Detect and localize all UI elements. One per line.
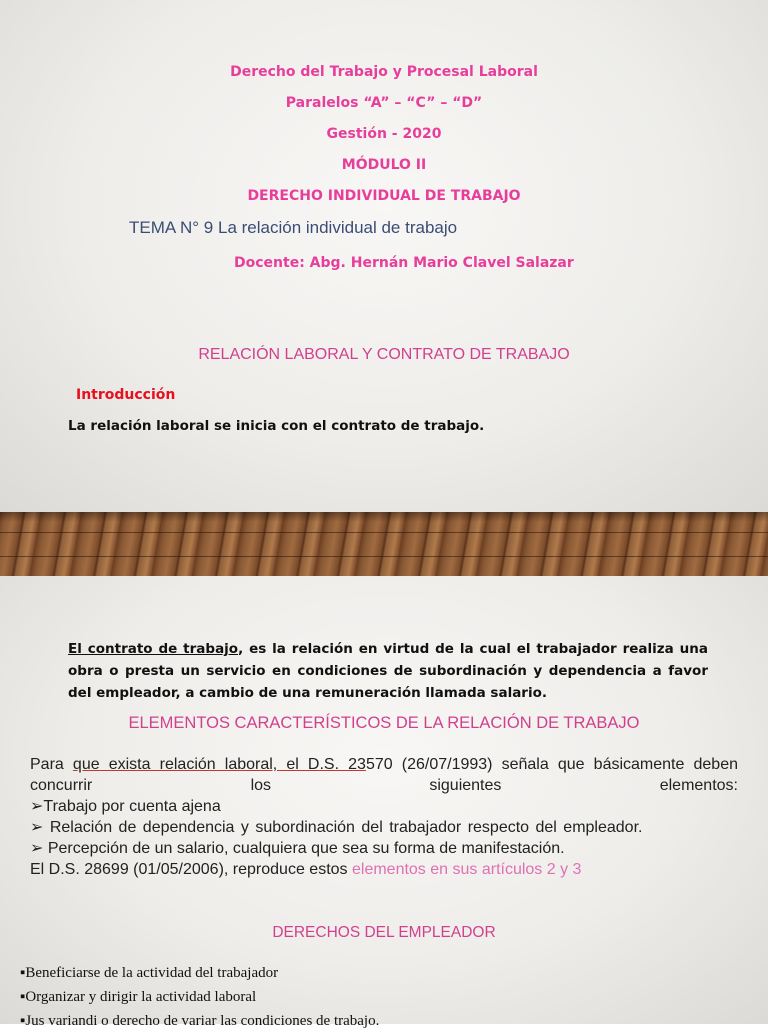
derechos-title: DERECHOS DEL EMPLEADOR: [272, 924, 496, 941]
bullet-1: ➢Trabajo por cuenta ajena: [30, 798, 221, 815]
slide-2: [0, 576, 768, 1029]
list-item: ▪Beneficiarse de la actividad del trabajador: [20, 965, 279, 981]
slide-1: [0, 0, 768, 512]
ds-pink: elementos en sus artículos 2 y 3: [351, 861, 582, 878]
paralelos-line: Paralelos “A” – “C” – “D”: [285, 95, 483, 111]
ds-line: El D.S. 28699 (01/05/2006), reproduce estos elementos en sus artículos 2 y 3: [30, 861, 582, 878]
contrato-rest: , es la relación en virtud de la cual el trabajador realiza una obra o presta un servicio en condiciones de subordinación y dependencia a favor del empleador, a cambio de una remuneración llamada salario.: [68, 641, 708, 701]
elementos-title: ELEMENTOS CARACTERÍSTICOS DE LA RELACIÓN DE TRABAJO: [128, 714, 640, 732]
modulo-line: MÓDULO II: [341, 157, 427, 173]
list-item: ▪Organizar y dirigir la actividad laboral: [20, 989, 257, 1005]
bullet-3: ➢ Percepción de un salario, cualquiera que sea su forma de manifestación.: [30, 840, 565, 857]
gestion-line: Gestión - 2020: [326, 126, 442, 142]
bullet-2: ➢ Relación de dependencia y subordinación del trabajador respecto del empleador.: [30, 819, 643, 836]
derecho-line: DERECHO INDIVIDUAL DE TRABAJO: [247, 188, 521, 204]
docente-line: Docente: Abg. Hernán Mario Clavel Salazar: [234, 255, 574, 271]
elementos-block: [30, 754, 738, 880]
section-title: RELACIÓN LABORAL Y CONTRATO DE TRABAJO: [198, 346, 570, 363]
contrato-definition: [68, 638, 708, 704]
course-title: Derecho del Trabajo y Procesal Laboral: [230, 64, 538, 80]
contrato-term: El contrato de trabajo: [68, 641, 239, 657]
intro-label: Introducción: [76, 387, 176, 403]
para-underlined: que exista relación laboral, el D.S. 23: [72, 756, 366, 773]
list-item: ▪Jus variandi o derecho de variar las condiciones de trabajo.: [20, 1013, 380, 1029]
para-sentence: Para que exista relación laboral, el D.S. 23570 (26/07/1993) señala que básicamente deben concurrir los siguientes elementos:: [30, 756, 738, 794]
wood-floor-divider: [0, 512, 768, 576]
derechos-list: [20, 961, 379, 1033]
tema-line: TEMA N° 9 La relación individual de trabajo: [129, 218, 458, 237]
intro-text: La relación laboral se inicia con el contrato de trabajo.: [68, 418, 485, 434]
